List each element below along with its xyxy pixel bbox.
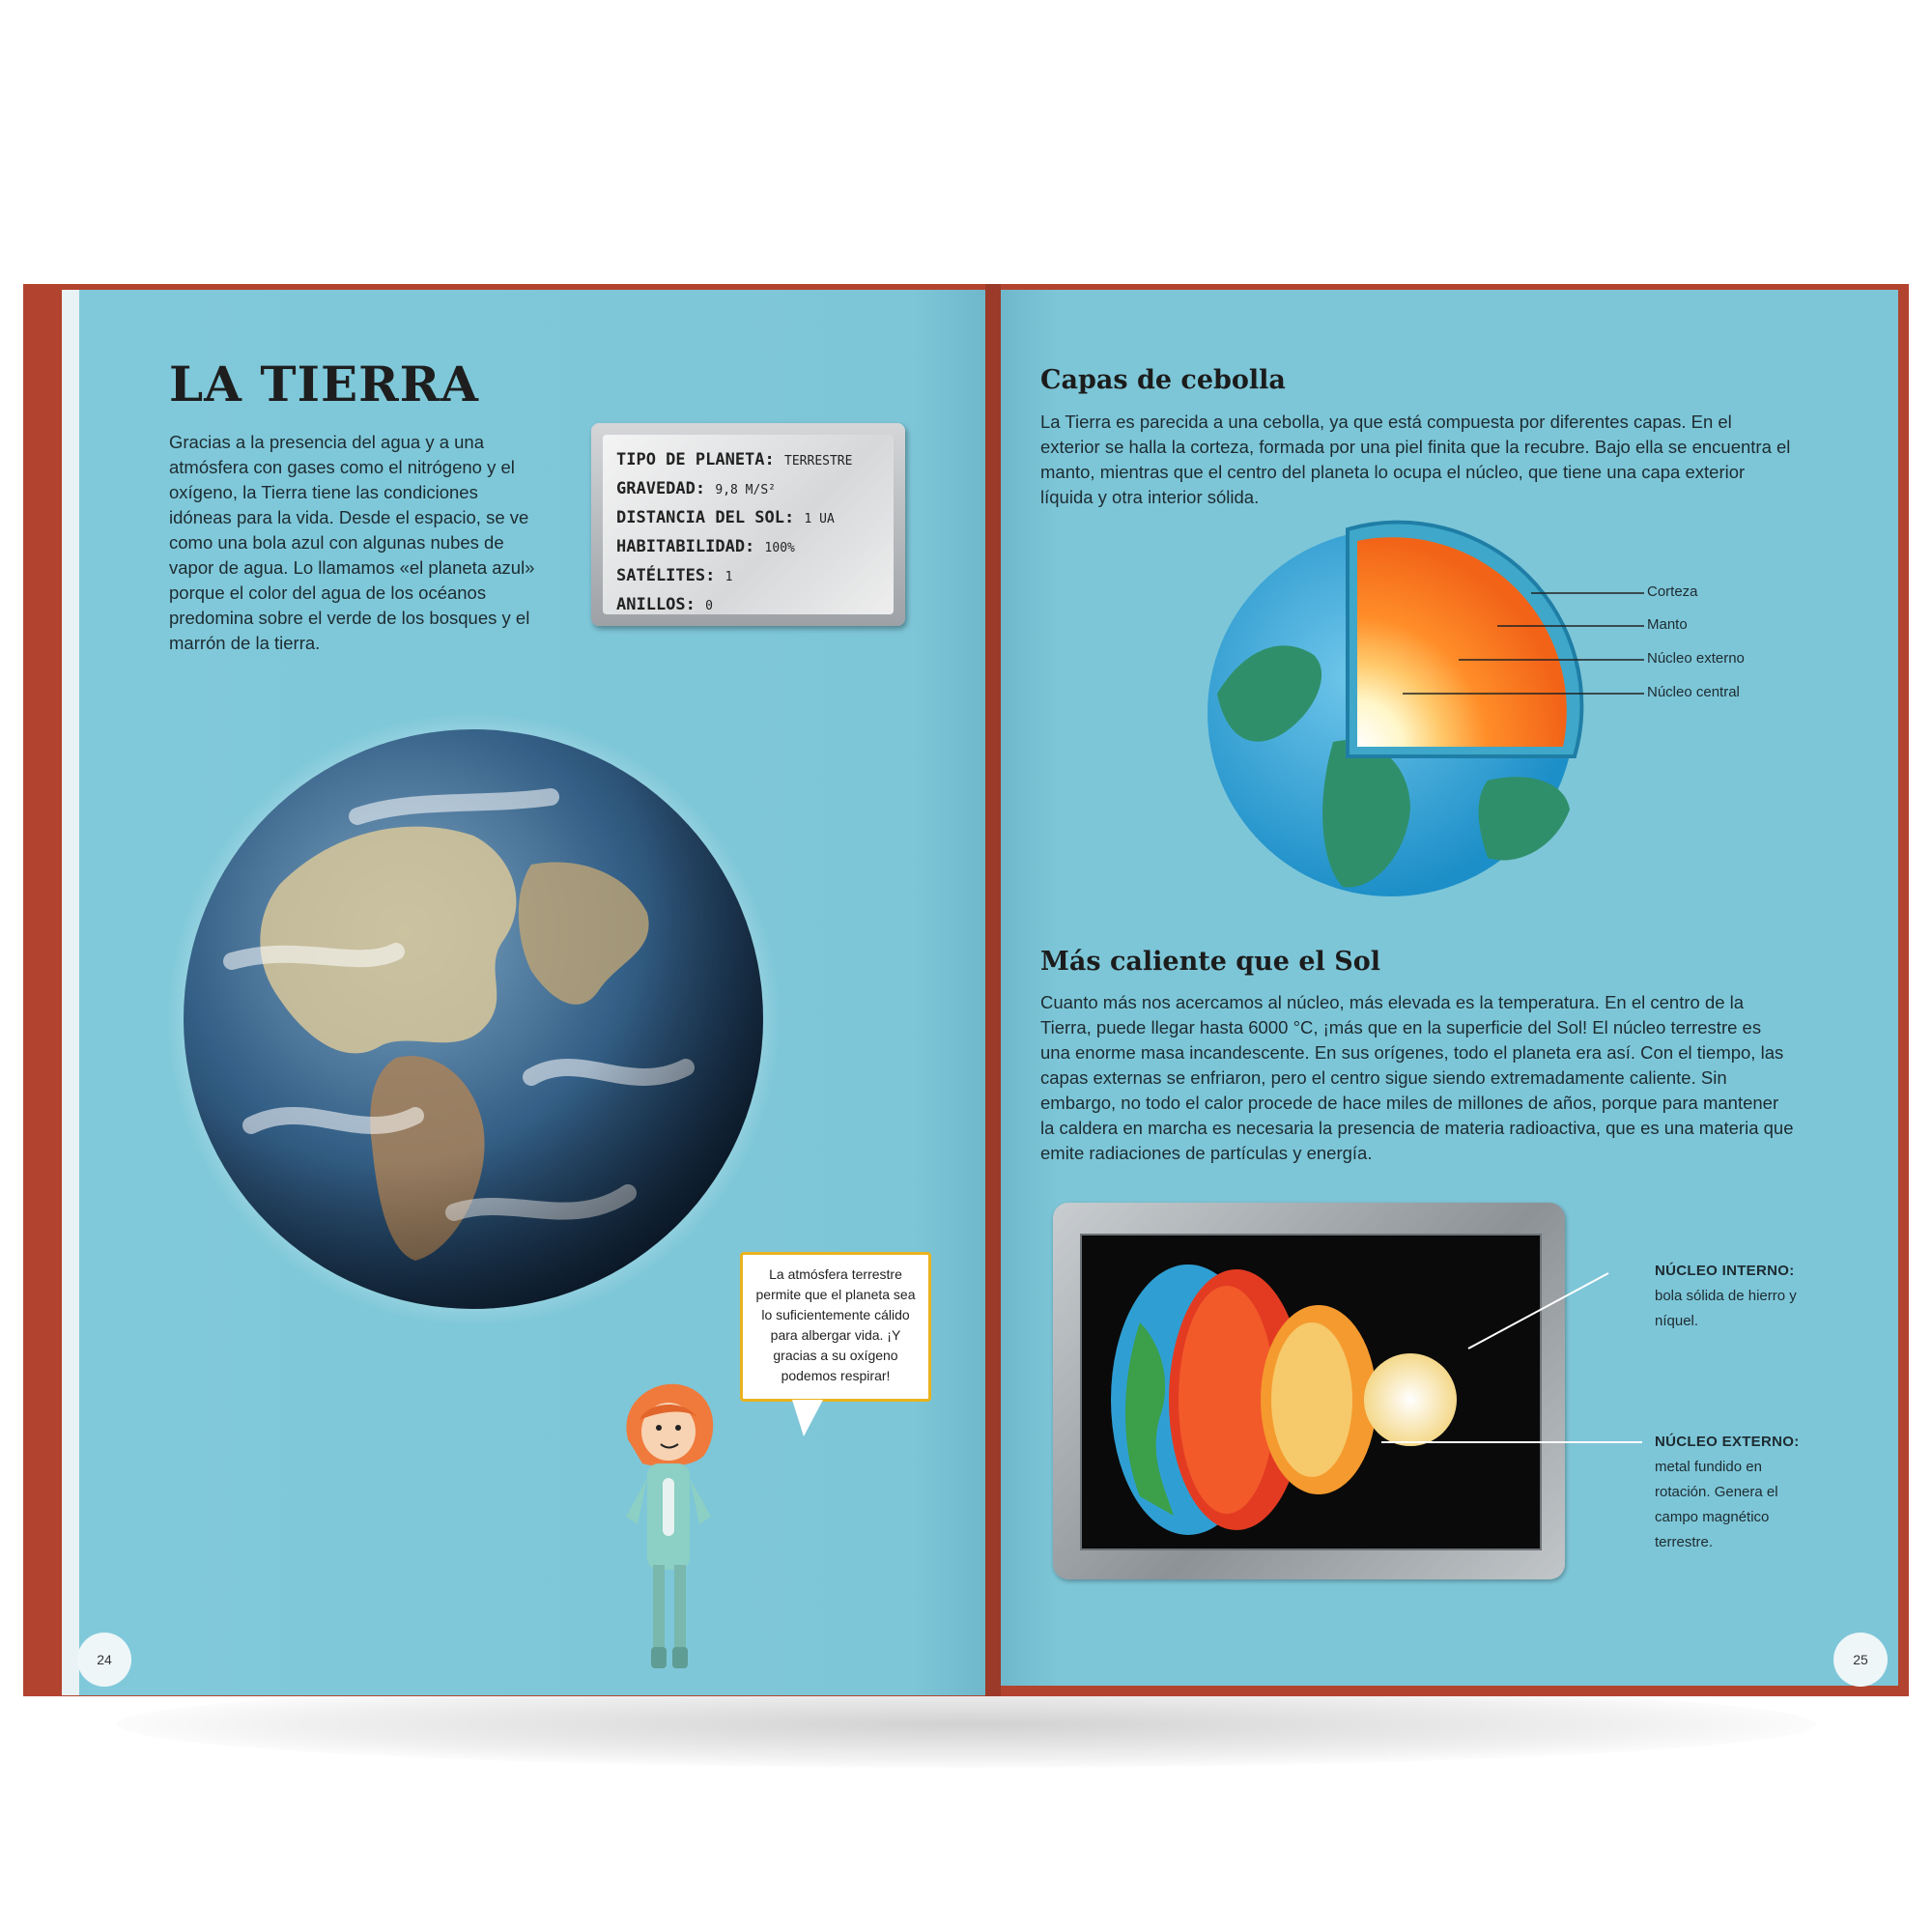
data-value: 0 [705,599,713,613]
outer-core-title: NÚCLEO EXTERNO: [1655,1434,1800,1450]
layer-label-mantle: Manto [1647,616,1688,633]
layer-label-outer-core: Núcleo externo [1647,650,1745,667]
earth-layers-diagram [1198,520,1584,906]
book-gutter [985,284,1001,1696]
data-value: TERRESTRE [784,454,853,469]
outer-core-label [1655,1430,1819,1555]
section-text-layers: La Tierra es parecida a una cebolla, ya que está compuesta por diferentes capas. En el exterior se halla la corteza, formada por una piel finita que la recubre. Bajo ella se encuentra el manto, mientras que el centro del planeta lo ocupa el núcleo, que tiene una capa exterior líquida y otra interior sólida. [1040,412,1791,507]
data-row-habitability [616,533,880,562]
data-value: 1 UA [804,512,835,526]
planet-data-card [591,423,905,626]
section-text-heat: Cuanto más nos acercamos al núcleo, más elevada es la temperatura. En el centro de la Tierra, puede llegar hasta 6000 °C, ¡más que en la superficie del Sol! El núcleo terrestre es una enorme masa incandescente. En sus orígenes, todo el planeta era así. Con el tiempo, las capas externas se enfriaron, pero el centro sigue siendo extremadamente caliente. Sin embargo, no todo el calor procede de hace miles de millones de años, porque para mantener la caldera en marcha es necesaria la presencia de materia radioactiva, que es una materia que emite radiaciones de partículas y energía. [1040,992,1794,1163]
planet-data-card-screen [603,435,894,614]
speech-bubble: La atmósfera terrestre permite que el planeta sea lo suficientemente cálido para albergar vida. ¡Y gracias a su oxígeno podemos respirar! [740,1252,931,1402]
data-value: 100% [764,541,795,555]
layer-label-inner-core: Núcleo central [1647,684,1740,700]
data-row-rings [616,591,880,620]
section-title-layers: Capas de cebolla [1040,365,1286,395]
data-value: 9,8 M/S² [715,483,776,497]
data-key: DISTANCIA DEL SOL: [616,508,795,527]
data-key: SATÉLITES: [616,566,716,585]
data-row-satellites [616,562,880,591]
data-row-gravity [616,475,880,504]
intro-paragraph: Gracias a la presencia del agua y a una atmósfera con gases como el nitrógeno y el oxígeno, la Tierra tiene las condiciones idóneas para la vida. Desde el espacio, se ve como una bola azul con algunas nubes de vapor de agua. Lo llamamos «el planeta azul» porque el color del agua de los océanos predomina sobre el verde de los bosques y el marrón de la tierra. [169,432,535,653]
inner-core-label [1655,1259,1819,1334]
speech-bubble-tail [792,1400,823,1436]
inner-core-title: NÚCLEO INTERNO: [1655,1263,1795,1279]
data-row-distance [616,504,880,533]
inner-core-description: bola sólida de hierro y níquel. [1655,1288,1797,1329]
girl-character-illustration [599,1372,734,1681]
outer-core-description: metal fundido en rotación. Genera el campo magnético terrestre. [1655,1459,1778,1550]
page-number-right: 25 [1833,1633,1888,1687]
section-title-heat: Más caliente que el Sol [1040,947,1380,977]
earth-photo [164,710,782,1328]
data-key: GRAVEDAD: [616,479,706,498]
data-value: 1 [724,570,733,584]
data-key: TIPO DE PLANETA: [616,450,775,469]
data-row-type [616,446,880,475]
page-title: LA TIERRA [169,355,479,412]
page-number-left: 24 [77,1633,131,1687]
layer-leader-lines [1391,580,1647,705]
data-key: ANILLOS: [616,595,696,614]
layer-label-crust: Corteza [1647,583,1698,600]
data-key: HABITABILIDAD: [616,537,755,556]
core-leader-lines [1381,1265,1652,1459]
